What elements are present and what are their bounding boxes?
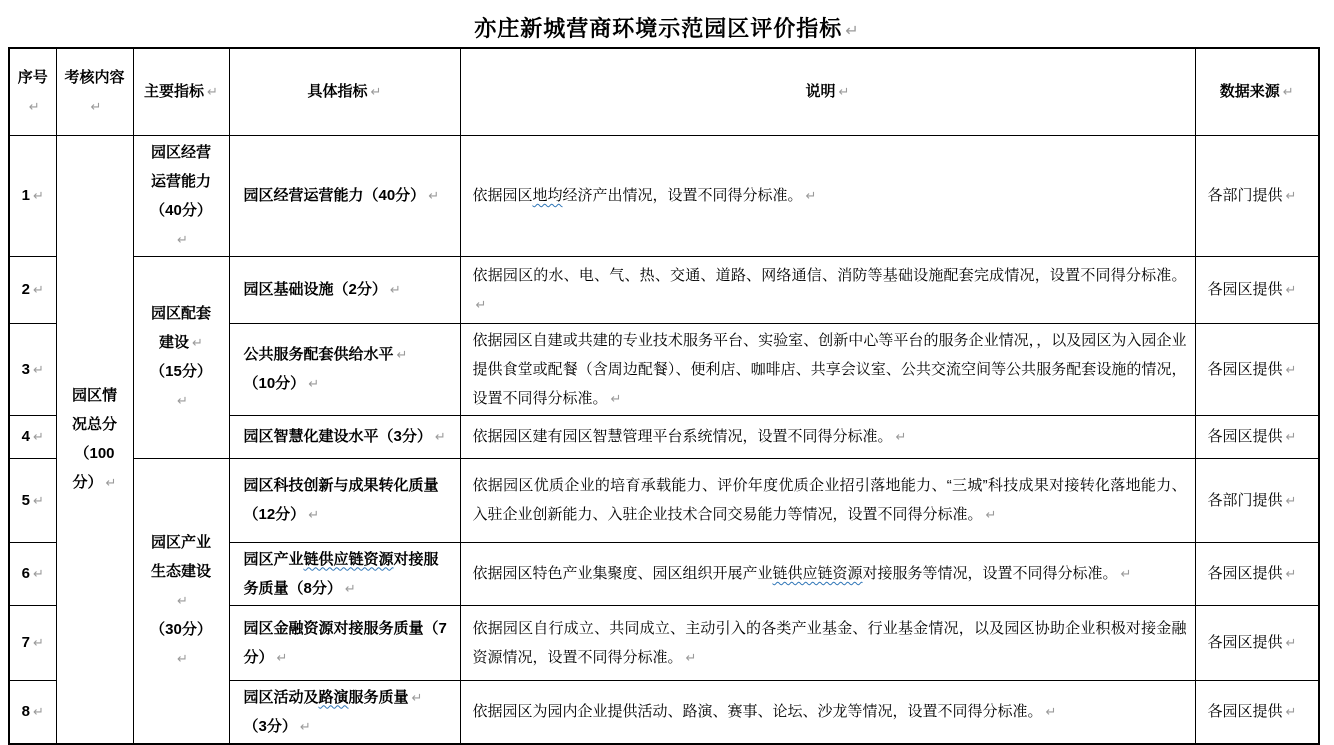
paragraph-mark: ↵ xyxy=(32,361,44,377)
paragraph-mark: ↵ xyxy=(1285,635,1297,650)
paragraph-mark: ↵ xyxy=(105,475,117,490)
paragraph-mark: ↵ xyxy=(32,188,44,203)
cell-desc-8: 依据园区为园内企业提供活动、路演、赛事、论坛、沙龙等情况，设置不同得分标准。 ↵ xyxy=(460,680,1195,744)
paragraph-mark: ↵ xyxy=(32,492,44,508)
cell-desc-6: 依据园区特色产业集聚度、园区组织开展产业链供应链资源对接服务等情况，设置不同得分标准。 ↵ xyxy=(460,542,1195,605)
table-row xyxy=(9,458,1319,542)
cell-source-8: 各园区提供 ↵ xyxy=(1195,680,1319,744)
paragraph-mark: ↵ xyxy=(411,689,423,705)
cell-no-3: 3 ↵ xyxy=(9,323,56,415)
cell-source-7: 各园区提供 ↵ xyxy=(1195,605,1319,680)
cell-desc-4: 依据园区建有园区智慧管理平台系统情况，设置不同得分标准。 ↵ xyxy=(460,415,1195,458)
paragraph-mark: ↵ xyxy=(895,429,907,444)
paragraph-mark: ↵ xyxy=(32,429,44,444)
cell-assessment-content: 园区情况总分（100分） ↵ xyxy=(56,135,133,744)
header-desc: 说明 ↵ xyxy=(460,48,1195,135)
paragraph-mark: ↵ xyxy=(308,376,320,391)
paragraph-mark: ↵ xyxy=(32,282,44,297)
paragraph-mark: ↵ xyxy=(1282,84,1294,100)
cell-no-6: 6 ↵ xyxy=(9,542,56,605)
header-main: 主要指标 ↵ xyxy=(133,48,229,135)
cell-desc-3: 依据园区自建或共建的专业技术服务平台、实验室、创新中心等平台的服务企业情况，，以及园区为入园企业提供食堂或配餐（含周边配餐）、便利店、咖啡店、共享会议室、公共交流空间等公共服务配套设施的情况，设置不同得分标准。 ↵ xyxy=(460,323,1195,415)
table-row xyxy=(9,256,1319,323)
cell-desc-2: 依据园区的水、电、气、热、交通、道路、网络通信、消防等基础设施配套完成情况，设置不同得分标准。↵ xyxy=(460,256,1195,323)
cell-main-indicator-2: 园区配套建设 ↵ （15分）↵ xyxy=(133,256,229,458)
paragraph-mark: ↵ xyxy=(32,566,44,581)
paragraph-mark: ↵ xyxy=(90,98,102,114)
cell-source-4: 各园区提供 ↵ xyxy=(1195,415,1319,458)
paragraph-mark: ↵ xyxy=(389,282,401,297)
header-no: 序号↵ xyxy=(9,48,56,135)
cell-specific-8: 园区活动及路演服务质量 ↵ （3分） ↵ xyxy=(229,680,460,744)
cell-no-4: 4 ↵ xyxy=(9,415,56,458)
paragraph-mark: ↵ xyxy=(177,651,188,666)
paragraph-mark: ↵ xyxy=(1285,188,1297,203)
cell-source-3: 各园区提供 ↵ xyxy=(1195,323,1319,415)
cell-specific-5: 园区科技创新与成果转化质量（12分） ↵ xyxy=(229,458,460,542)
cell-specific-2: 园区基础设施（2分） ↵ xyxy=(229,256,460,323)
header-source: 数据来源 ↵ xyxy=(1195,48,1319,135)
paragraph-mark: ↵ xyxy=(428,188,440,203)
paragraph-mark: ↵ xyxy=(1285,429,1297,444)
paragraph-mark: ↵ xyxy=(344,580,356,596)
cell-source-6: 各园区提供 ↵ xyxy=(1195,542,1319,605)
cell-no-2: 2 ↵ xyxy=(9,256,56,323)
cell-source-5: 各部门提供 ↵ xyxy=(1195,458,1319,542)
cell-no-8: 8 ↵ xyxy=(9,680,56,744)
cell-main-indicator-3: 园区产业生态建设↵ （30分）↵ xyxy=(133,458,229,744)
page-title-text: 亦庄新城营商环境示范园区评价指标 xyxy=(474,16,843,41)
cell-specific-7: 园区金融资源对接服务质量（7分） ↵ xyxy=(229,605,460,680)
cell-desc-7: 依据园区自行成立、共同成立、主动引入的各类产业基金、行业基金情况，以及园区协助企业积极对接金融资源情况，设置不同得分标准。 ↵ xyxy=(460,605,1195,680)
cell-no-5: 5 ↵ xyxy=(9,458,56,542)
cell-desc-5: 依据园区优质企业的培育承载能力、评价年度优质企业招引落地能力、“三城”科技成果对接转化落地能力、入驻企业创新能力、入驻企业技术合同交易能力等情况，设置不同得分标准。 ↵ xyxy=(460,458,1195,542)
header-content: 考核内容↵ xyxy=(56,48,133,135)
paragraph-mark: ↵ xyxy=(1285,566,1297,581)
cell-source-2: 各园区提供 ↵ xyxy=(1195,256,1319,323)
paragraph-mark: ↵ xyxy=(1285,492,1297,508)
paragraph-mark: ↵ xyxy=(685,649,697,665)
paragraph-mark: ↵ xyxy=(838,84,850,100)
cell-specific-1: 园区经营运营能力（40分） ↵ xyxy=(229,135,460,256)
paragraph-mark: ↵ xyxy=(396,347,408,362)
paragraph-mark: ↵ xyxy=(370,84,382,100)
paragraph-mark: ↵ xyxy=(299,718,311,734)
table-row xyxy=(9,135,1319,256)
paragraph-mark: ↵ xyxy=(434,429,446,444)
cell-source-1: 各部门提供 ↵ xyxy=(1195,135,1319,256)
paragraph-mark: ↵ xyxy=(32,635,44,650)
header-specific: 具体指标 ↵ xyxy=(229,48,460,135)
paragraph-mark: ↵ xyxy=(1120,566,1132,581)
cell-specific-6: 园区产业链供应链资源对接服务质量（8分） ↵ xyxy=(229,542,460,605)
paragraph-mark: ↵ xyxy=(192,335,203,350)
paragraph-mark: ↵ xyxy=(610,390,622,406)
cell-no-7: 7 ↵ xyxy=(9,605,56,680)
cell-desc-1: 依据园区地均经济产出情况，设置不同得分标准。 ↵ xyxy=(460,135,1195,256)
paragraph-mark: ↵ xyxy=(276,649,288,665)
paragraph-mark: ↵ xyxy=(177,593,188,608)
paragraph-mark: ↵ xyxy=(475,296,487,312)
paragraph-mark: ↵ xyxy=(1285,282,1297,297)
paragraph-mark: ↵ xyxy=(985,507,997,522)
paragraph-mark: ↵ xyxy=(1285,361,1297,377)
paragraph-mark: ↵ xyxy=(308,507,320,522)
table-header-row xyxy=(9,48,1319,135)
cell-specific-3: 公共服务配套供给水平 ↵ （10分） ↵ xyxy=(229,323,460,415)
cell-main-indicator-1: 园区经营运营能力（40分）↵ xyxy=(133,135,229,256)
cell-no-1: 1 ↵ xyxy=(9,135,56,256)
paragraph-mark: ↵ xyxy=(28,98,40,114)
paragraph-mark: ↵ xyxy=(1285,704,1297,719)
paragraph-mark: ↵ xyxy=(1045,704,1057,719)
page-title xyxy=(0,0,1334,47)
paragraph-mark: ↵ xyxy=(845,23,860,40)
paragraph-mark: ↵ xyxy=(32,704,44,719)
paragraph-mark: ↵ xyxy=(207,84,218,100)
cell-specific-4: 园区智慧化建设水平（3分） ↵ xyxy=(229,415,460,458)
paragraph-mark: ↵ xyxy=(177,231,188,247)
evaluation-table xyxy=(8,47,1320,745)
paragraph-mark: ↵ xyxy=(805,188,817,203)
paragraph-mark: ↵ xyxy=(177,393,188,408)
